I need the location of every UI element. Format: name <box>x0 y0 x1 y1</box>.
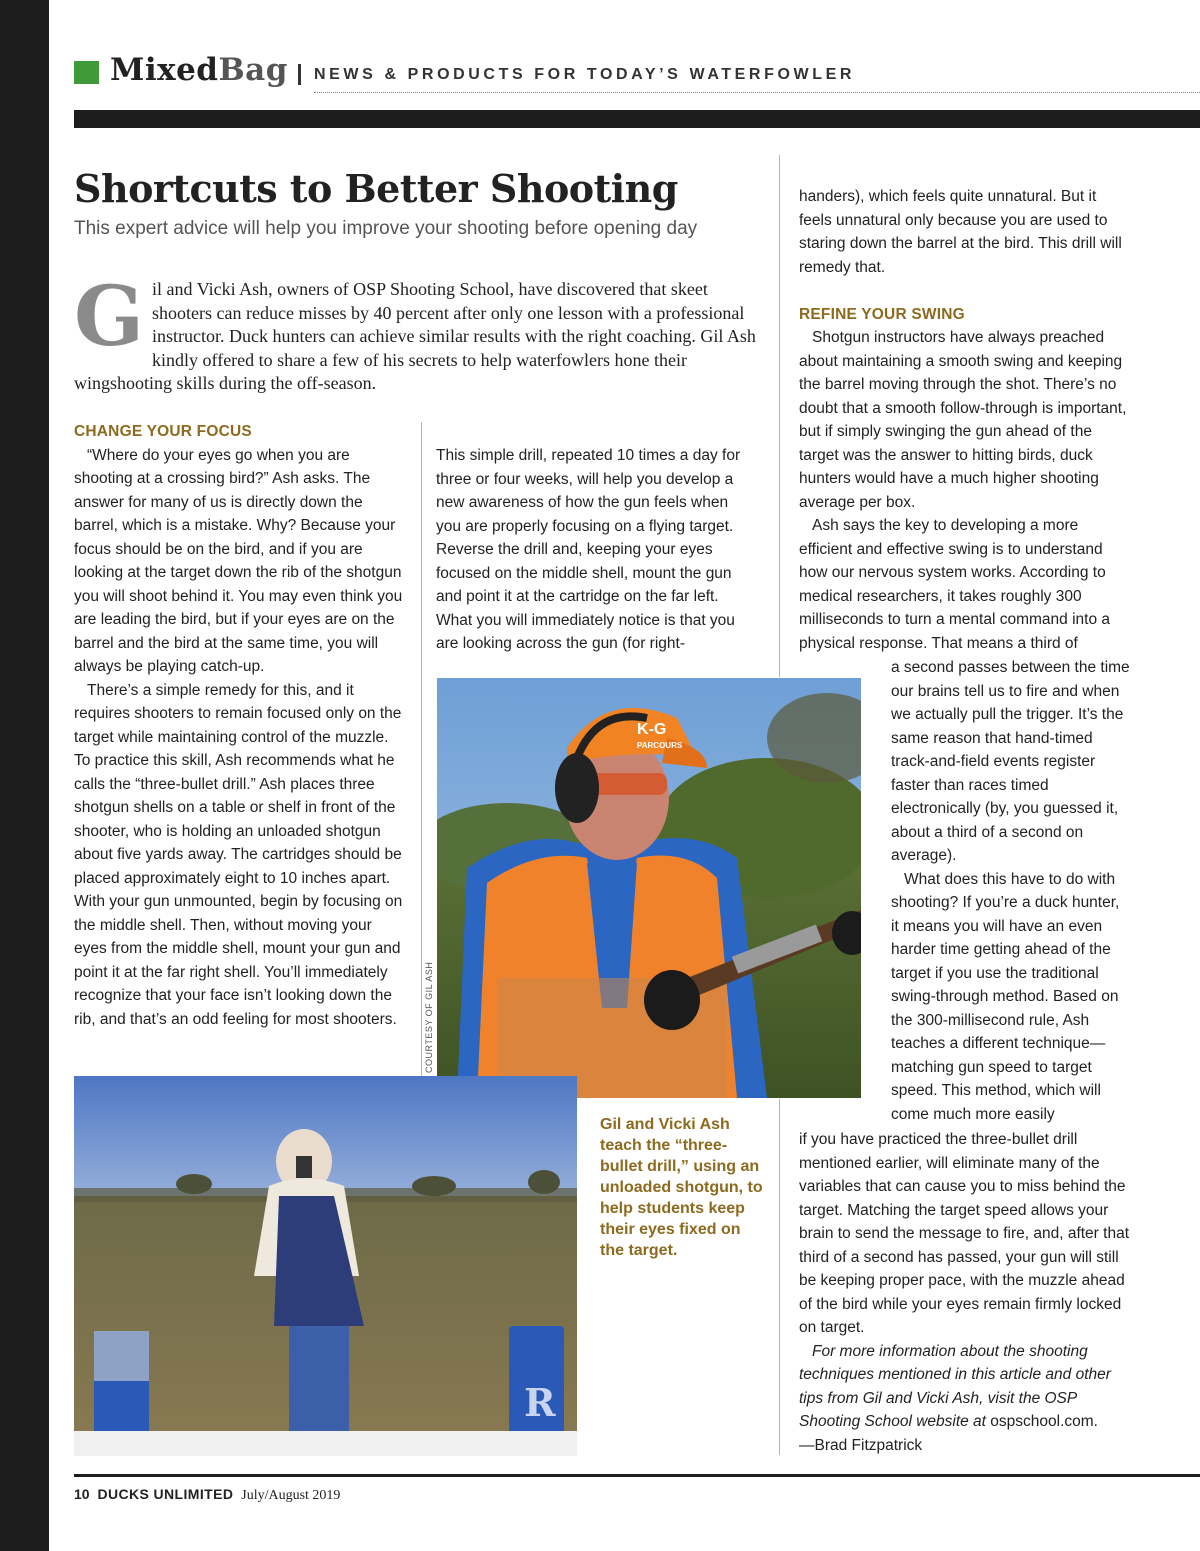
magazine-name: DUCKS UNLIMITED <box>97 1486 234 1502</box>
paragraph: Shotgun instructors have always preached about maintaining a smooth swing and keeping the barrel moving through the shot. There’s no doubt that a smooth follow-through is important, but if simply swinging the gun ahead of the target was the answer to hitting birds, duck hunters would have a much higher shooting average per box. <box>799 329 1127 511</box>
intro-text: il and Vicki Ash, owners of OSP Shooting School, have discovered that skeet shooters can reduce misses by 40 percent after only one lesson with a professional instructor. Duck hunters can achieve similar results with the right coaching. Gil Ash kindly offered to share a few of his secrets to help waterfowlers hone their wingshooting skills during the off-season. <box>74 279 756 393</box>
paragraph: This simple drill, repeated 10 times a day for three or four weeks, will help you develop a new awareness of how the gun feels when you are properly focusing on a flying target. Reverse the drill and, keeping your eyes focused on the middle shell, mount the gun and point it at the cartridge on the far left. What you will immediately notice is that you are looking across the gun (for right- <box>436 447 741 652</box>
article-title: Shortcuts to Better Shooting <box>74 166 678 211</box>
header-dotted-rule <box>314 92 1200 93</box>
closing-note <box>799 1340 1134 1434</box>
paragraph: Ash says the key to developing a more efficient and effective swing is to understand how our nervous system works. According to medical researchers, it takes roughly 300 milliseconds to turn a mental command into a physical response. That means a third of <box>799 517 1111 652</box>
section-heading-swing: REFINE YOUR SWING <box>799 305 965 323</box>
photo-gil-ash <box>436 677 862 1099</box>
paragraph: “Where do your eyes go when you are shooting at a crossing bird?” Ash asks. The answer for many of us is directly down the barrel, which is a mistake. Why? Because your focus should be on the bird, and if you are looking at the target down the rib of the shotgun you will shoot behind it. You may even think you are leading the bird, but if your eyes are on the barrel and the bird at the same time, you will always be playing catch-up. <box>74 446 403 675</box>
section-heading-focus: CHANGE YOUR FOCUS <box>74 423 252 440</box>
website-link[interactable]: ospschool.com. <box>990 1413 1098 1430</box>
section-header <box>74 52 1200 94</box>
column-1 <box>74 420 404 1031</box>
page-footer <box>74 1486 340 1504</box>
photo-vicki-ash <box>74 1076 577 1456</box>
article-intro <box>74 269 764 396</box>
column-3-wrap <box>891 656 1131 1126</box>
column-3-lower <box>799 1128 1134 1457</box>
paragraph: if you have practiced the three-bullet drill mentioned earlier, will eliminate many of the variables that can cause you to miss behind the target. Matching the target speed allows your brain to send the message to fire, and, after that third of a second has passed, your gun will still be keeping proper pace, with the muzzle ahead of the bird while your eyes remain firmly locked on target. <box>799 1131 1130 1336</box>
issue-date: July/August 2019 <box>241 1488 341 1503</box>
note-text: For more information about the shooting techniques mentioned in this article and other tips from Gil and Vicki Ash, visit the OSP Shooting School website at <box>799 1342 1111 1430</box>
page-edge-bar <box>0 0 49 1551</box>
brand-mixed: Mixed <box>110 52 219 88</box>
cap-subtext: PARCOURS <box>637 741 683 750</box>
photo-caption: Gil and Vicki Ash teach the “three-bullet drill,” using an unloaded shotgun, to help students keep their eyes fixed on the target. <box>600 1116 763 1259</box>
article-subtitle: This expert advice will help you improve your shooting before opening day <box>74 218 698 239</box>
cap-logo: K-G <box>637 721 667 738</box>
paragraph: There’s a simple remedy for this, and it requires shooters to remain focused only on the target while maintaining control of the muzzle. To practice this skill, Ash recommends what he calls the “three-bullet drill.” Ash places three shotgun shells on a table or shelf in front of the shooter, who is holding an unloaded shotgun about five yards away. The cartridges should be placed approximately eight to 10 inches apart. With your gun unmounted, begin by focusing on the middle shell. Then, without moving your eyes from the middle shell, mount your gun and point it at the far right shell. You’ll immediately recognize that your face isn’t looking down the rib, and that’s an odd feeling for most shooters. <box>74 681 403 1028</box>
brand-bag: Bag <box>218 52 288 88</box>
header-rule <box>74 110 1200 128</box>
paragraph: What does this have to do with shooting? If you’re a duck hunter, it means you will have an even harder time getting ahead of the target if you use the traditional swing-through method. Based on the 300-millisecond rule, Ash teaches a different technique—matching gun speed to target speed. This method, which will come much more easily <box>891 870 1120 1123</box>
photo-credit-text: COURTESY OF GIL ASH <box>424 961 434 1073</box>
footer-rule <box>74 1474 1200 1477</box>
page-number: 10 <box>74 1486 90 1502</box>
section-brand <box>110 52 288 88</box>
drop-cap: G <box>74 269 145 365</box>
photo-gil-ash-image <box>437 678 861 1098</box>
paragraph: handers), which feels quite unnatural. But it feels unnatural only because you are used to staring down the barrel at the bird. This drill will remedy that. <box>799 188 1122 276</box>
header-separator <box>298 64 301 85</box>
column-2 <box>436 444 756 656</box>
section-tagline: NEWS & PRODUCTS FOR TODAY’S WATERFOWLER <box>314 66 856 83</box>
paragraph: a second passes between the time our brains tell us to fire and when we actually pull the trigger. It’s the same reason that hand-timed track-and-field events register faster than races timed electronically (by, you guessed it, about a third of a second on average). <box>891 659 1130 864</box>
photo-credit <box>420 961 438 1075</box>
column-3 <box>799 185 1129 655</box>
section-square-icon <box>74 61 99 84</box>
byline: —Brad Fitzpatrick <box>799 1436 923 1454</box>
photo-vicki-ash-image <box>74 1076 577 1456</box>
shell-mark: R <box>524 1380 556 1425</box>
